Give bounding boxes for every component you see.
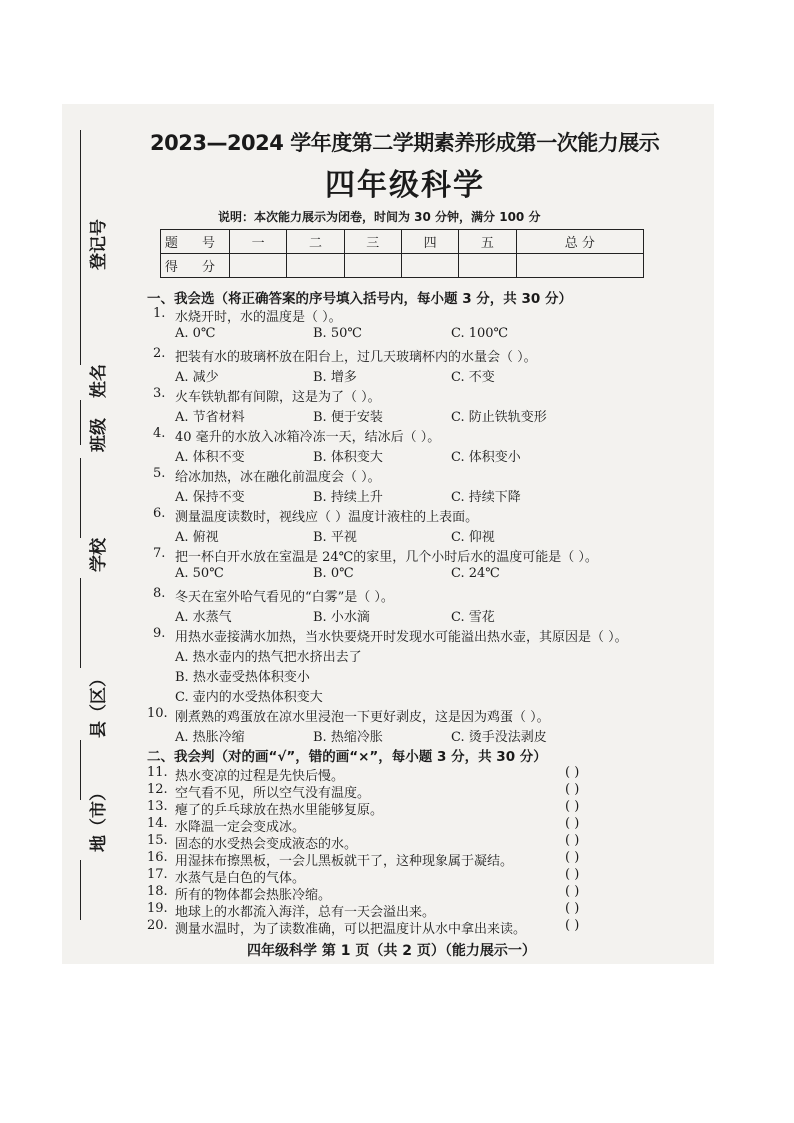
question-text: 用热水壶接满水加热，当水快要烧开时发现水可能溢出热水壶，其原因是（ ）。 xyxy=(175,630,628,645)
judge-text: 瘪了的乒乓球放在热水里能够复原。 xyxy=(175,803,384,818)
judge-text: 所有的物体都会热胀冷缩。 xyxy=(175,888,332,903)
school-label: 学校 xyxy=(89,538,109,572)
score-table-row-label: 题 号 xyxy=(161,230,230,254)
option-a[interactable]: A. 热水壶内的热气把水挤出去了 xyxy=(175,650,362,665)
exam-note: 说明：本次能力展示为闭卷，时间为 30 分钟，满分 100 分 xyxy=(218,210,541,224)
reg-no-line xyxy=(80,130,81,290)
option-c[interactable]: C. 防止铁轨变形 xyxy=(451,410,547,425)
answer-paren[interactable]: ( ) xyxy=(565,850,580,865)
exam-title: 2023—2024 学年度第二学期素养形成第一次能力展示 xyxy=(150,131,660,155)
judge-text: 热水变凉的过程是先快后慢。 xyxy=(175,769,345,784)
answer-paren[interactable]: ( ) xyxy=(565,765,580,780)
score-cell[interactable] xyxy=(344,254,401,278)
question-number: 9. xyxy=(153,626,166,641)
option-a[interactable]: A. 50℃ xyxy=(175,566,224,581)
score-table-row-label: 得 分 xyxy=(161,254,230,278)
option-a[interactable]: A. 水蒸气 xyxy=(175,610,232,625)
score-cell[interactable] xyxy=(287,254,344,278)
option-b[interactable]: B. 便于安装 xyxy=(313,410,383,425)
answer-paren[interactable]: ( ) xyxy=(565,884,580,899)
question-number: 1. xyxy=(153,306,166,321)
judge-text: 测量水温时，为了读数准确，可以把温度计从水中拿出来读。 xyxy=(175,922,527,937)
judge-number: 19. xyxy=(147,901,168,916)
question-text: 火车铁轨都有间隙，这是为了（ ）。 xyxy=(175,390,381,405)
question-text: 测量温度读数时，视线应（ ）温度计液柱的上表面。 xyxy=(175,510,479,525)
bottom-line xyxy=(80,860,81,920)
answer-paren[interactable]: ( ) xyxy=(565,901,580,916)
judge-number: 12. xyxy=(147,782,168,797)
option-c[interactable]: C. 烫手没法剥皮 xyxy=(451,730,547,745)
judge-number: 16. xyxy=(147,850,168,865)
option-a[interactable]: A. 保持不变 xyxy=(175,490,245,505)
option-b[interactable]: B. 增多 xyxy=(313,370,357,385)
question-text: 给冰加热，冰在融化前温度会（ ）。 xyxy=(175,470,381,485)
score-table-header-row xyxy=(161,230,644,254)
judge-number: 17. xyxy=(147,867,168,882)
option-a[interactable]: A. 减少 xyxy=(175,370,219,385)
question-number: 3. xyxy=(153,386,166,401)
question-number: 4. xyxy=(153,426,166,441)
school-line xyxy=(80,458,81,538)
answer-paren[interactable]: ( ) xyxy=(565,918,580,933)
option-b[interactable]: B. 体积变大 xyxy=(313,450,383,465)
answer-paren[interactable]: ( ) xyxy=(565,867,580,882)
judge-text: 水降温一定会变成冰。 xyxy=(175,820,306,835)
option-b[interactable]: B. 0℃ xyxy=(313,566,354,581)
option-c[interactable]: C. 持续下降 xyxy=(451,490,521,505)
option-c[interactable]: C. 壶内的水受热体积变大 xyxy=(175,690,323,705)
option-a[interactable]: A. 节省材料 xyxy=(175,410,245,425)
name-line xyxy=(80,290,81,365)
option-c[interactable]: C. 雪花 xyxy=(451,610,495,625)
option-a[interactable]: A. 俯视 xyxy=(175,530,219,545)
answer-paren[interactable]: ( ) xyxy=(565,833,580,848)
question-number: 10. xyxy=(147,706,168,721)
question-number: 8. xyxy=(153,586,166,601)
score-cell[interactable] xyxy=(459,254,516,278)
score-col-3: 三 xyxy=(344,230,401,254)
option-c[interactable]: C. 100℃ xyxy=(451,326,509,341)
score-cell[interactable] xyxy=(230,254,287,278)
judge-number: 13. xyxy=(147,799,168,814)
question-text: 40 毫升的水放入冰箱冷冻一天，结冰后（ ）。 xyxy=(175,430,441,445)
judge-text: 固态的水受热会变成液态的水。 xyxy=(175,837,358,852)
score-col-total: 总 分 xyxy=(516,230,643,254)
question-text: 刚煮熟的鸡蛋放在凉水里浸泡一下更好剥皮，这是因为鸡蛋（ ）。 xyxy=(175,710,550,725)
class-label: 班级 xyxy=(89,418,109,452)
score-cell[interactable] xyxy=(516,254,643,278)
option-c[interactable]: C. 仰视 xyxy=(451,530,495,545)
judge-number: 20. xyxy=(147,918,168,933)
judge-text: 用湿抹布擦黑板，一会儿黑板就干了，这种现象属于凝结。 xyxy=(175,854,514,869)
answer-paren[interactable]: ( ) xyxy=(565,782,580,797)
county-label: 县（区） xyxy=(89,670,109,738)
question-text: 水烧开时，水的温度是（ ）。 xyxy=(175,310,342,325)
reg-no-label: 登记号 xyxy=(89,219,109,270)
option-c[interactable]: C. 体积变小 xyxy=(451,450,521,465)
option-b[interactable]: B. 平视 xyxy=(313,530,357,545)
page-footer: 四年级科学 第 1 页（共 2 页）（能力展示一） xyxy=(247,943,536,959)
option-b[interactable]: B. 50℃ xyxy=(313,326,362,341)
judge-number: 14. xyxy=(147,816,168,831)
county-line xyxy=(80,578,81,668)
question-number: 7. xyxy=(153,546,166,561)
judge-number: 15. xyxy=(147,833,168,848)
question-number: 2. xyxy=(153,346,166,361)
class-line xyxy=(80,400,81,445)
option-b[interactable]: B. 热水壶受热体积变小 xyxy=(175,670,310,685)
option-b[interactable]: B. 热缩冷胀 xyxy=(313,730,383,745)
city-line xyxy=(80,740,81,800)
question-text: 把装有水的玻璃杯放在阳台上，过几天玻璃杯内的水量会（ ）。 xyxy=(175,350,537,365)
option-a[interactable]: A. 体积不变 xyxy=(175,450,245,465)
question-text: 冬天在室外哈气看见的“白雾”是（ ）。 xyxy=(175,590,394,605)
score-col-4: 四 xyxy=(401,230,458,254)
judge-text: 空气看不见，所以空气没有温度。 xyxy=(175,786,371,801)
score-col-2: 二 xyxy=(287,230,344,254)
question-number: 6. xyxy=(153,506,166,521)
judge-text: 地球上的水都流入海洋，总有一天会溢出来。 xyxy=(175,905,436,920)
city-label: 地（市） xyxy=(89,784,109,852)
section2-heading: 二、我会判（对的画“√”，错的画“×”，每小题 3 分，共 30 分） xyxy=(147,749,547,765)
question-text: 把一杯白开水放在室温是 24℃的家里，几个小时后水的温度可能是（ ）。 xyxy=(175,550,598,565)
answer-paren[interactable]: ( ) xyxy=(565,816,580,831)
judge-number: 18. xyxy=(147,884,168,899)
option-c[interactable]: C. 24℃ xyxy=(451,566,500,581)
option-a[interactable]: A. 热胀冷缩 xyxy=(175,730,245,745)
exam-subtitle: 四年级科学 xyxy=(325,168,485,203)
judge-number: 11. xyxy=(147,765,168,780)
name-label: 姓名 xyxy=(89,364,109,398)
judge-text: 水蒸气是白色的气体。 xyxy=(175,871,306,886)
score-cell[interactable] xyxy=(401,254,458,278)
option-c[interactable]: C. 不变 xyxy=(451,370,495,385)
question-number: 5. xyxy=(153,466,166,481)
option-b[interactable]: B. 持续上升 xyxy=(313,490,383,505)
option-b[interactable]: B. 小水滴 xyxy=(313,610,370,625)
section1-heading: 一、我会选（将正确答案的序号填入括号内，每小题 3 分，共 30 分） xyxy=(147,291,572,307)
score-col-1: 一 xyxy=(230,230,287,254)
score-table-score-row xyxy=(161,254,644,278)
answer-paren[interactable]: ( ) xyxy=(565,799,580,814)
option-a[interactable]: A. 0℃ xyxy=(175,326,216,341)
score-table xyxy=(160,229,644,278)
score-col-5: 五 xyxy=(459,230,516,254)
